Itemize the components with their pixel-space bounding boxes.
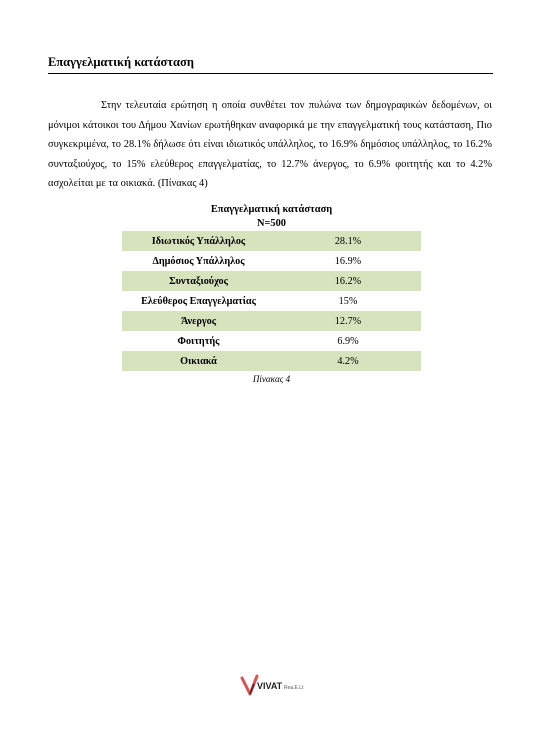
- row-label: Ιδιωτικός Υπάλληλος: [151, 235, 246, 247]
- paragraph-text: Στην τελευταία ερώτηση η οποία συνθέτει τον πυλώνα των δημογραφικών δεδομένων, οι μόνιμοι κάτοικοι του Δήμου Χανίων ερωτήθηκαν αναφορικά με την επαγγελματική τους κατάσταση, Πιο συγκεκριμένα, το 28.1% δήλωσε ότι είναι ιδιωτικός υπάλληλος, το 16.9% δημόσιος υπάλληλος, το 16.2% συνταξιούχος, το 15% ελεύθερος επαγγελματίας, το 12.7% άνεργος, το 6.9% φοιτητής και το 4.2% ασχολείται με τα οικιακά. (Πίνακας 4): [48, 100, 492, 190]
- table-subtitle: Ν=500: [256, 218, 286, 229]
- logo-subtext: Rea.E.Lt: [284, 685, 304, 691]
- table-row: [122, 311, 421, 331]
- row-label: Οικιακά: [180, 355, 217, 367]
- row-value: 4.2%: [337, 355, 359, 367]
- section-heading: Επαγγελματική κατάσταση: [48, 55, 493, 74]
- row-value: 15%: [338, 295, 358, 307]
- table-title: Επαγγελματική κατάσταση: [210, 204, 333, 215]
- table-row: [122, 291, 421, 311]
- row-label: Ελεύθερος Επαγγελματίας: [141, 295, 256, 307]
- table-caption: Πίνακας 4: [252, 374, 291, 384]
- row-label: Συνταξιούχος: [169, 275, 228, 287]
- body-paragraph: [48, 96, 492, 194]
- occupation-table: [122, 231, 421, 371]
- row-label: Φοιτητής: [177, 335, 220, 347]
- row-value: 12.7%: [334, 315, 362, 327]
- logo-text: VIVAT: [257, 681, 283, 691]
- table-row: [122, 351, 421, 371]
- table-row: [122, 331, 421, 351]
- row-label: Δημόσιος Υπάλληλος: [152, 255, 245, 267]
- row-value: 16.9%: [334, 255, 362, 267]
- table-row: [122, 251, 421, 271]
- table-row: [122, 231, 421, 251]
- vivat-logo: [240, 672, 310, 698]
- row-value: 28.1%: [334, 235, 362, 247]
- row-value: 16.2%: [334, 275, 362, 287]
- row-label: Άνεργος: [180, 315, 217, 327]
- row-value: 6.9%: [337, 335, 359, 347]
- table-row: [122, 271, 421, 291]
